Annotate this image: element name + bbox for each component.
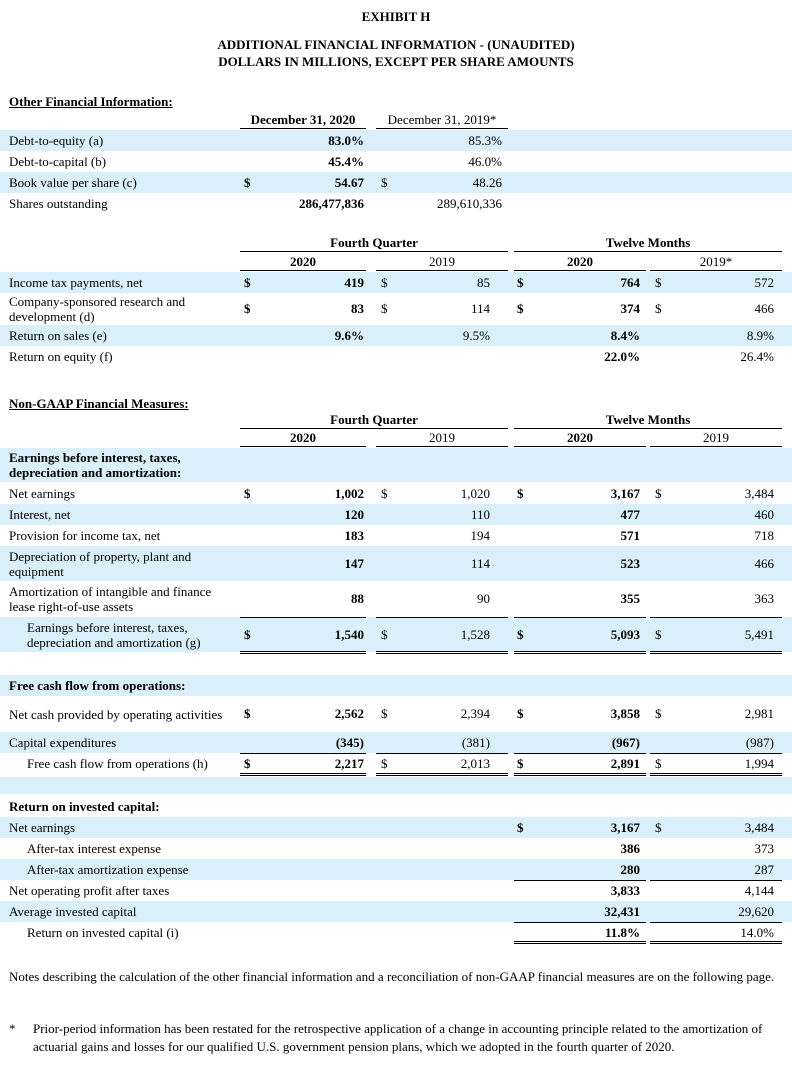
value-cell: 386 bbox=[620, 840, 640, 856]
value-cell: 572 bbox=[754, 274, 774, 290]
value-cell: 14.0% bbox=[740, 924, 774, 940]
value-cell: 8.9% bbox=[746, 327, 774, 343]
value-cell: 11.8% bbox=[604, 924, 640, 940]
value-cell: 120 bbox=[344, 506, 364, 522]
ebitda-row bbox=[0, 504, 792, 525]
row-label: Return on equity (f) bbox=[9, 349, 113, 364]
row-label: Depreciation of property, plant and equipment bbox=[9, 548, 192, 579]
row-label: After-tax interest expense bbox=[27, 841, 162, 856]
value-cell: 194 bbox=[470, 527, 490, 543]
year-header: 2020 bbox=[290, 254, 316, 269]
currency-symbol: $ bbox=[655, 485, 662, 501]
currency-symbol: $ bbox=[381, 485, 388, 501]
currency-symbol: $ bbox=[655, 301, 662, 316]
row-label: Company-sponsored research and development (d) bbox=[9, 294, 186, 324]
row-label: Amortization of intangible and finance lease right-of-use assets bbox=[9, 583, 212, 614]
currency-symbol: $ bbox=[381, 755, 388, 771]
ebitda-row bbox=[0, 546, 792, 581]
footnote-mark: * bbox=[9, 1021, 16, 1036]
value-cell: 2,891 bbox=[610, 755, 640, 771]
value-cell: 764 bbox=[620, 274, 640, 290]
value-cell: 477 bbox=[620, 506, 640, 522]
footnote-text: Prior-period information has been restated for the retrospective application of a change in accounting principle related to the amortization of actuarial gains and losses for our qualified U.S. government pension plans, which we adopted in the fourth quarter of 2020. bbox=[33, 1021, 763, 1054]
other-info-title: Other Financial Information: bbox=[9, 94, 173, 109]
currency-symbol: $ bbox=[244, 274, 251, 290]
value-cell: 3,858 bbox=[610, 706, 640, 721]
spacer-band bbox=[0, 777, 792, 794]
quarter-row bbox=[0, 346, 792, 367]
currency-symbol: $ bbox=[381, 706, 388, 721]
notes-text: Notes describing the calculation of the other financial information and a reconciliation of non-GAAP financial measures are on the following page. bbox=[9, 969, 775, 984]
row-label: Earnings before interest, taxes, depreciation and amortization (g) bbox=[27, 619, 201, 650]
value-cell: 2,217 bbox=[334, 755, 364, 771]
value-cell: 2,394 bbox=[460, 706, 490, 721]
ebitda-row bbox=[0, 525, 792, 546]
roic-title-row bbox=[0, 796, 792, 817]
value-cell: 88 bbox=[351, 590, 364, 606]
value-cell: 1,002 bbox=[334, 485, 364, 501]
value-cell: (345) bbox=[335, 734, 364, 750]
other-info-row bbox=[0, 130, 792, 151]
fcf-title-row bbox=[0, 675, 792, 696]
value-cell: 85.3% bbox=[468, 132, 502, 148]
value-cell: 1,994 bbox=[744, 755, 774, 771]
row-label: Debt-to-equity (a) bbox=[9, 133, 104, 148]
currency-symbol: $ bbox=[244, 174, 251, 190]
ebitda-row bbox=[0, 483, 792, 504]
row-label: Average invested capital bbox=[9, 904, 137, 919]
roic-row bbox=[0, 901, 792, 922]
currency-symbol: $ bbox=[244, 301, 251, 316]
value-cell: 466 bbox=[754, 301, 774, 316]
row-label: Earnings before interest, taxes, depreciation and amortization: bbox=[9, 450, 182, 480]
value-cell: 571 bbox=[620, 527, 640, 543]
value-cell: 54.67 bbox=[334, 174, 364, 190]
value-cell: 85 bbox=[477, 274, 490, 290]
value-cell: 46.0% bbox=[468, 153, 502, 169]
currency-symbol: $ bbox=[517, 274, 524, 290]
value-cell: 2,013 bbox=[460, 755, 490, 771]
currency-symbol: $ bbox=[655, 706, 662, 721]
row-label: Book value per share (c) bbox=[9, 175, 137, 190]
value-cell: 280 bbox=[620, 861, 640, 877]
currency-symbol: $ bbox=[244, 706, 251, 721]
value-cell: 114 bbox=[470, 301, 490, 316]
value-cell: 363 bbox=[754, 590, 774, 606]
value-cell: 3,833 bbox=[610, 882, 640, 898]
year-header: 2019 bbox=[429, 430, 455, 445]
quarter-row bbox=[0, 293, 792, 325]
value-cell: 1,020 bbox=[460, 485, 490, 501]
value-cell: (967) bbox=[611, 734, 640, 750]
fcf-row bbox=[0, 732, 792, 753]
currency-symbol: $ bbox=[381, 626, 388, 642]
nongaap-title: Non-GAAP Financial Measures: bbox=[9, 396, 189, 411]
exhibit-label: EXHIBIT H bbox=[361, 9, 431, 24]
value-cell: 1,540 bbox=[334, 626, 364, 642]
currency-symbol: $ bbox=[381, 301, 388, 316]
year-header: 2020 bbox=[290, 430, 316, 445]
ebitda-row bbox=[0, 581, 792, 616]
value-cell: 110 bbox=[470, 506, 490, 522]
other-info-row bbox=[0, 172, 792, 193]
other-col-2019: December 31, 2019* bbox=[387, 112, 497, 127]
quarter-row bbox=[0, 272, 792, 293]
roic-row bbox=[0, 817, 792, 838]
value-cell: 718 bbox=[754, 527, 774, 543]
year-header: 2020 bbox=[567, 430, 593, 445]
row-label: Free cash flow from operations (h) bbox=[27, 756, 208, 771]
value-cell: 373 bbox=[754, 840, 774, 856]
currency-symbol: $ bbox=[244, 755, 251, 771]
qt-group-twelve-months: Twelve Months bbox=[605, 235, 691, 250]
value-cell: 287 bbox=[754, 861, 774, 877]
value-cell: 466 bbox=[754, 555, 774, 571]
value-cell: 3,484 bbox=[744, 485, 774, 501]
value-cell: 5,093 bbox=[610, 626, 640, 642]
row-label: Shares outstanding bbox=[9, 196, 108, 211]
other-info-row bbox=[0, 151, 792, 172]
year-header: 2019 bbox=[703, 430, 729, 445]
row-label: Income tax payments, net bbox=[9, 275, 143, 290]
value-cell bbox=[400, 346, 490, 367]
row-label: Net earnings bbox=[9, 820, 76, 835]
currency-symbol: $ bbox=[244, 485, 251, 501]
value-cell: 289,610,336 bbox=[437, 195, 502, 211]
row-label: Return on invested capital: bbox=[9, 799, 160, 814]
currency-symbol: $ bbox=[517, 706, 524, 721]
value-cell: 32,431 bbox=[604, 903, 640, 919]
year-header: 2019 bbox=[429, 254, 455, 269]
value-cell: 22.0% bbox=[604, 348, 640, 364]
value-cell: (987) bbox=[745, 734, 774, 750]
row-label: Return on sales (e) bbox=[9, 328, 107, 343]
currency-symbol: $ bbox=[655, 819, 662, 835]
value-cell: (381) bbox=[461, 734, 490, 750]
value-cell: 4,144 bbox=[744, 882, 774, 898]
currency-symbol: $ bbox=[517, 626, 524, 642]
value-cell: 183 bbox=[344, 527, 364, 543]
currency-symbol: $ bbox=[517, 485, 524, 501]
quarter-row bbox=[0, 325, 792, 346]
row-label: Net earnings bbox=[9, 486, 76, 501]
currency-symbol: $ bbox=[381, 274, 388, 290]
currency-symbol: $ bbox=[655, 626, 662, 642]
row-label: Return on invested capital (i) bbox=[27, 925, 179, 940]
row-label: Provision for income tax, net bbox=[9, 528, 161, 543]
roic-row bbox=[0, 859, 792, 880]
currency-symbol: $ bbox=[655, 755, 662, 771]
currency-symbol: $ bbox=[381, 174, 388, 190]
value-cell: 460 bbox=[754, 506, 774, 522]
currency-symbol: $ bbox=[517, 819, 524, 835]
value-cell: 3,484 bbox=[744, 819, 774, 835]
roic-row bbox=[0, 838, 792, 859]
value-cell: 523 bbox=[620, 555, 640, 571]
roic-row bbox=[0, 880, 792, 901]
value-cell: 355 bbox=[620, 590, 640, 606]
ebitda-row bbox=[0, 617, 792, 652]
value-cell: 9.5% bbox=[462, 327, 490, 343]
row-label: After-tax amortization expense bbox=[27, 862, 189, 877]
value-cell: 114 bbox=[470, 555, 490, 571]
value-cell: 286,477,836 bbox=[299, 195, 364, 211]
fcf-row bbox=[0, 753, 792, 774]
currency-symbol: $ bbox=[244, 626, 251, 642]
ng-group-twelve-months: Twelve Months bbox=[605, 412, 691, 427]
value-cell: 2,981 bbox=[744, 706, 774, 721]
ebitda-title-row bbox=[0, 448, 792, 482]
row-label: Free cash flow from operations: bbox=[9, 678, 186, 693]
row-label: Interest, net bbox=[9, 507, 71, 522]
value-cell: 45.4% bbox=[328, 153, 364, 169]
value-cell: 374 bbox=[620, 301, 640, 316]
value-cell: 147 bbox=[344, 555, 364, 571]
value-cell: 3,167 bbox=[610, 819, 640, 835]
currency-symbol: $ bbox=[655, 274, 662, 290]
currency-symbol: $ bbox=[517, 755, 524, 771]
roic-row bbox=[0, 922, 792, 943]
value-cell: 48.26 bbox=[472, 174, 502, 190]
year-header: 2019* bbox=[699, 254, 733, 269]
other-col-2020: December 31, 2020 bbox=[250, 112, 356, 127]
value-cell: 29,620 bbox=[738, 903, 774, 919]
fcf-row bbox=[0, 697, 792, 731]
row-label: Net cash provided by operating activities bbox=[9, 706, 223, 722]
value-cell: 8.4% bbox=[610, 327, 640, 343]
value-cell: 1,528 bbox=[460, 626, 490, 642]
value-cell: 90 bbox=[477, 590, 490, 606]
value-cell: 83.0% bbox=[328, 132, 364, 148]
value-cell: 2,562 bbox=[334, 706, 364, 721]
report-title: ADDITIONAL FINANCIAL INFORMATION - (UNAUDITED) bbox=[217, 37, 575, 52]
report-subtitle: DOLLARS IN MILLIONS, EXCEPT PER SHARE AMOUNTS bbox=[218, 54, 574, 69]
other-info-row bbox=[0, 193, 792, 214]
value-cell: 3,167 bbox=[610, 485, 640, 501]
ng-group-fourth-quarter: Fourth Quarter bbox=[330, 412, 418, 427]
value-cell: 83 bbox=[351, 301, 364, 316]
value-cell: 5,491 bbox=[744, 626, 774, 642]
currency-symbol: $ bbox=[517, 301, 524, 316]
row-label: Net operating profit after taxes bbox=[9, 883, 170, 898]
value-cell bbox=[262, 346, 364, 367]
value-cell: 9.6% bbox=[334, 327, 364, 343]
row-label: Capital expenditures bbox=[9, 735, 117, 750]
year-header: 2020 bbox=[567, 254, 593, 269]
value-cell: 419 bbox=[344, 274, 364, 290]
row-label: Debt-to-capital (b) bbox=[9, 154, 107, 169]
value-cell: 26.4% bbox=[740, 348, 774, 364]
qt-group-fourth-quarter: Fourth Quarter bbox=[330, 235, 418, 250]
